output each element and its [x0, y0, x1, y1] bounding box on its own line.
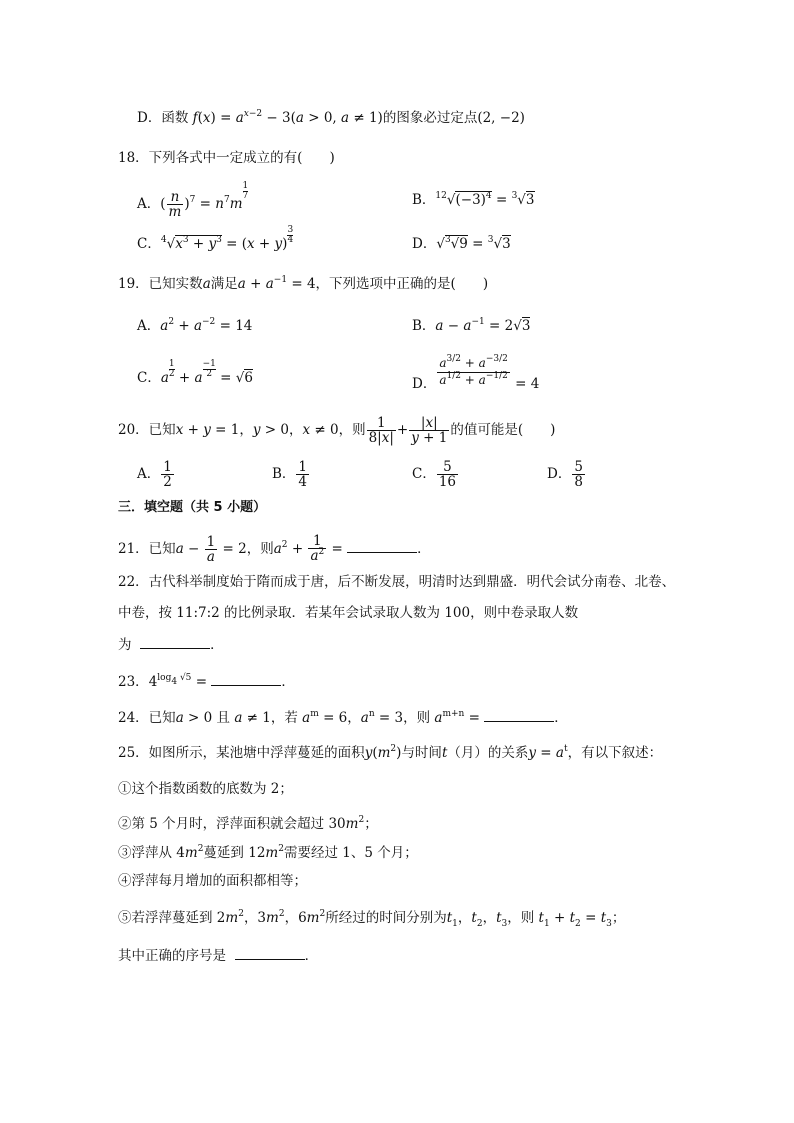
s5b: ，3 — [243, 910, 267, 926]
q21-mid: ，则 — [246, 541, 274, 557]
q19a-label: A． — [137, 318, 161, 334]
q18d-label: D． — [412, 236, 437, 252]
q20-option-b: B． $\frac{1}{4}$ — [272, 459, 308, 490]
q25-pre: 25．如图所示，某池塘中浮萍蔓延的面积 — [118, 745, 365, 761]
answer-blank[interactable] — [235, 945, 305, 960]
statement-3: ③浮萍从 $4m^2$蔓延到 $12m^2$需要经过 1、5 个月； — [118, 844, 418, 861]
answer-blank[interactable] — [140, 634, 210, 649]
q20-option-a: A． $\frac{1}{2}$ — [137, 459, 172, 490]
s3c: 需要经过 1、5 个月； — [283, 845, 418, 861]
q18-option-a: A．( $\frac{n}{m}$ )$^7 = n^7m$ $\frac{1}{7}$ — [137, 181, 249, 220]
q22-line1: 22．古代科举制度始于隋而成于唐，后不断发展，明清时达到鼎盛．明代会试分南卷、北卷、 — [118, 574, 676, 590]
q20-post: 的值可能是( ) — [450, 422, 556, 438]
answer-blank[interactable] — [211, 671, 281, 686]
q23: 23．$4^{log4 √5}$ = ． — [118, 673, 295, 690]
q19-stem: 19．已知实数a满足$a + a^{-1} = 4$，下列选项中正确的是( ) — [118, 275, 489, 292]
q20-stem: 20．已知x + y = 1，y > 0，x ≠ 0，则 $\frac{1}{8|x|}$ + $\frac{|x|}{y + 1}$ 的值可能是( ) — [118, 415, 556, 446]
q24: 24．已知a > 0 且 a ≠ 1，若 $a^m = 6$，$a^n = 3$，则 $a^{m+n}$ = ． — [118, 709, 568, 726]
q18a-label: A． — [137, 196, 161, 212]
q20-option-d: D． $\frac{5}{8}$ — [547, 459, 583, 490]
q18-option-c: C．$^4√x^3 + y^3 = (x + y)$ $\frac{3}{4}$ — [137, 225, 294, 252]
q19-option-b: B．$a - a^{-1} = 2√3$ — [412, 317, 531, 334]
q17d-point: (2, −2) — [477, 110, 525, 126]
q17-option-d: D．函数 $f(x) = a^{x-2} - 3(a > 0$, a ≠ 1)的图象必过定点(2, −2) — [137, 109, 525, 126]
answer-blank[interactable] — [347, 538, 417, 553]
q22-line3: 为 ． — [118, 634, 224, 655]
q18-option-d: D．√$^3$√9 = $^3$√3 — [412, 235, 511, 252]
q19c-label: C． — [137, 370, 161, 386]
q17d-label: D．函数 — [137, 110, 189, 126]
q22-line2: 中卷，按 11:7:2 的比例录取．若某年会试录取人数为 100，则中卷录取人数 — [118, 605, 579, 621]
q21: 21．已知a − $\frac{1}{a}$ = 2，则$a^2$ + $\frac{1}{a^2}$ = ． — [118, 533, 431, 565]
s5d: 所经过的时间分别为 — [325, 910, 447, 926]
q20a-label: A． — [137, 466, 161, 482]
s5a: ⑤若浮萍蔓延到 2 — [118, 910, 226, 926]
q25-stem: 25．如图所示，某池塘中浮萍蔓延的面积$y(m^2)$与时间t（月）的关系$y = a^t$，有以下叙述： — [118, 744, 663, 761]
final-text: 其中正确的序号是 — [118, 948, 226, 964]
q17d-tail: 的图象必过定点 — [382, 110, 478, 126]
q20-option-c: C． $\frac{5}{16}$ — [412, 459, 457, 490]
q20c-label: C． — [412, 466, 436, 482]
q18-stem: 18．下列各式中一定成立的有( ) — [118, 150, 335, 166]
q25-mid2: （月）的关系 — [447, 745, 529, 761]
s3b: 蔓延到 12 — [203, 845, 266, 861]
q18c-label: C． — [137, 236, 161, 252]
q18b-label: B． — [412, 192, 436, 208]
q17d-formula: f — [192, 110, 198, 126]
q25-post: ，有以下叙述： — [567, 745, 663, 761]
q20b-label: B． — [272, 466, 296, 482]
q19b-label: B． — [412, 318, 436, 334]
q18-option-b: B．$^{12}√(-3)^4 = ^3√3$ — [412, 191, 535, 208]
q19-post: ，下列选项中正确的是( ) — [315, 276, 489, 292]
answer-blank[interactable] — [484, 707, 554, 722]
s2-text: ②第 5 个月时，浮萍面积就会超过 30 — [118, 816, 346, 832]
q19-mid: 满足 — [210, 276, 238, 292]
s3a: ③浮萍从 4 — [118, 845, 185, 861]
q20-pre: 20．已知 — [118, 422, 176, 438]
q19-option-c: C．a $\frac{1}{2}$ + a $\frac{-1}{2}$ = √6 — [137, 359, 253, 386]
q19-option-a: A．$a^2 + a^{-2} = 14$ — [137, 317, 253, 334]
q19-pre: 19．已知实数 — [118, 276, 203, 292]
q19-option-d: D． $\frac{a^{3/2} + a^{-3/2}}{a^{1/2} + a^{-1/2}}$ = 4 — [412, 354, 540, 392]
section-title: 三．填空题（共 5 小题） — [118, 500, 267, 515]
q24-pre: 24．已知 — [118, 710, 176, 726]
q21-pre: 21．已知 — [118, 541, 176, 557]
q22-pre: 为 — [118, 637, 132, 653]
statement-5: ⑤若浮萍蔓延到 $2m^2$，$3m^2$，$6m^2$所经过的时间分别为$t_1$，$t_2$，$t_3$，则 $t_1 + t_2 = t_3$； — [118, 909, 626, 929]
statement-1: ①这个指数函数的底数为 2； — [118, 781, 293, 797]
statement-4: ④浮萍每月增加的面积都相等； — [118, 873, 307, 889]
s5c: ，6 — [284, 910, 307, 926]
q25-mid: 与时间 — [401, 745, 442, 761]
q23-pre: 23． — [118, 674, 149, 690]
q19d-label: D． — [412, 376, 437, 392]
statement-2: ②第 5 个月时，浮萍面积就会超过 $30m^2$； — [118, 815, 378, 832]
final-question: 其中正确的序号是 ． — [118, 945, 318, 966]
q20d-label: D． — [547, 466, 572, 482]
